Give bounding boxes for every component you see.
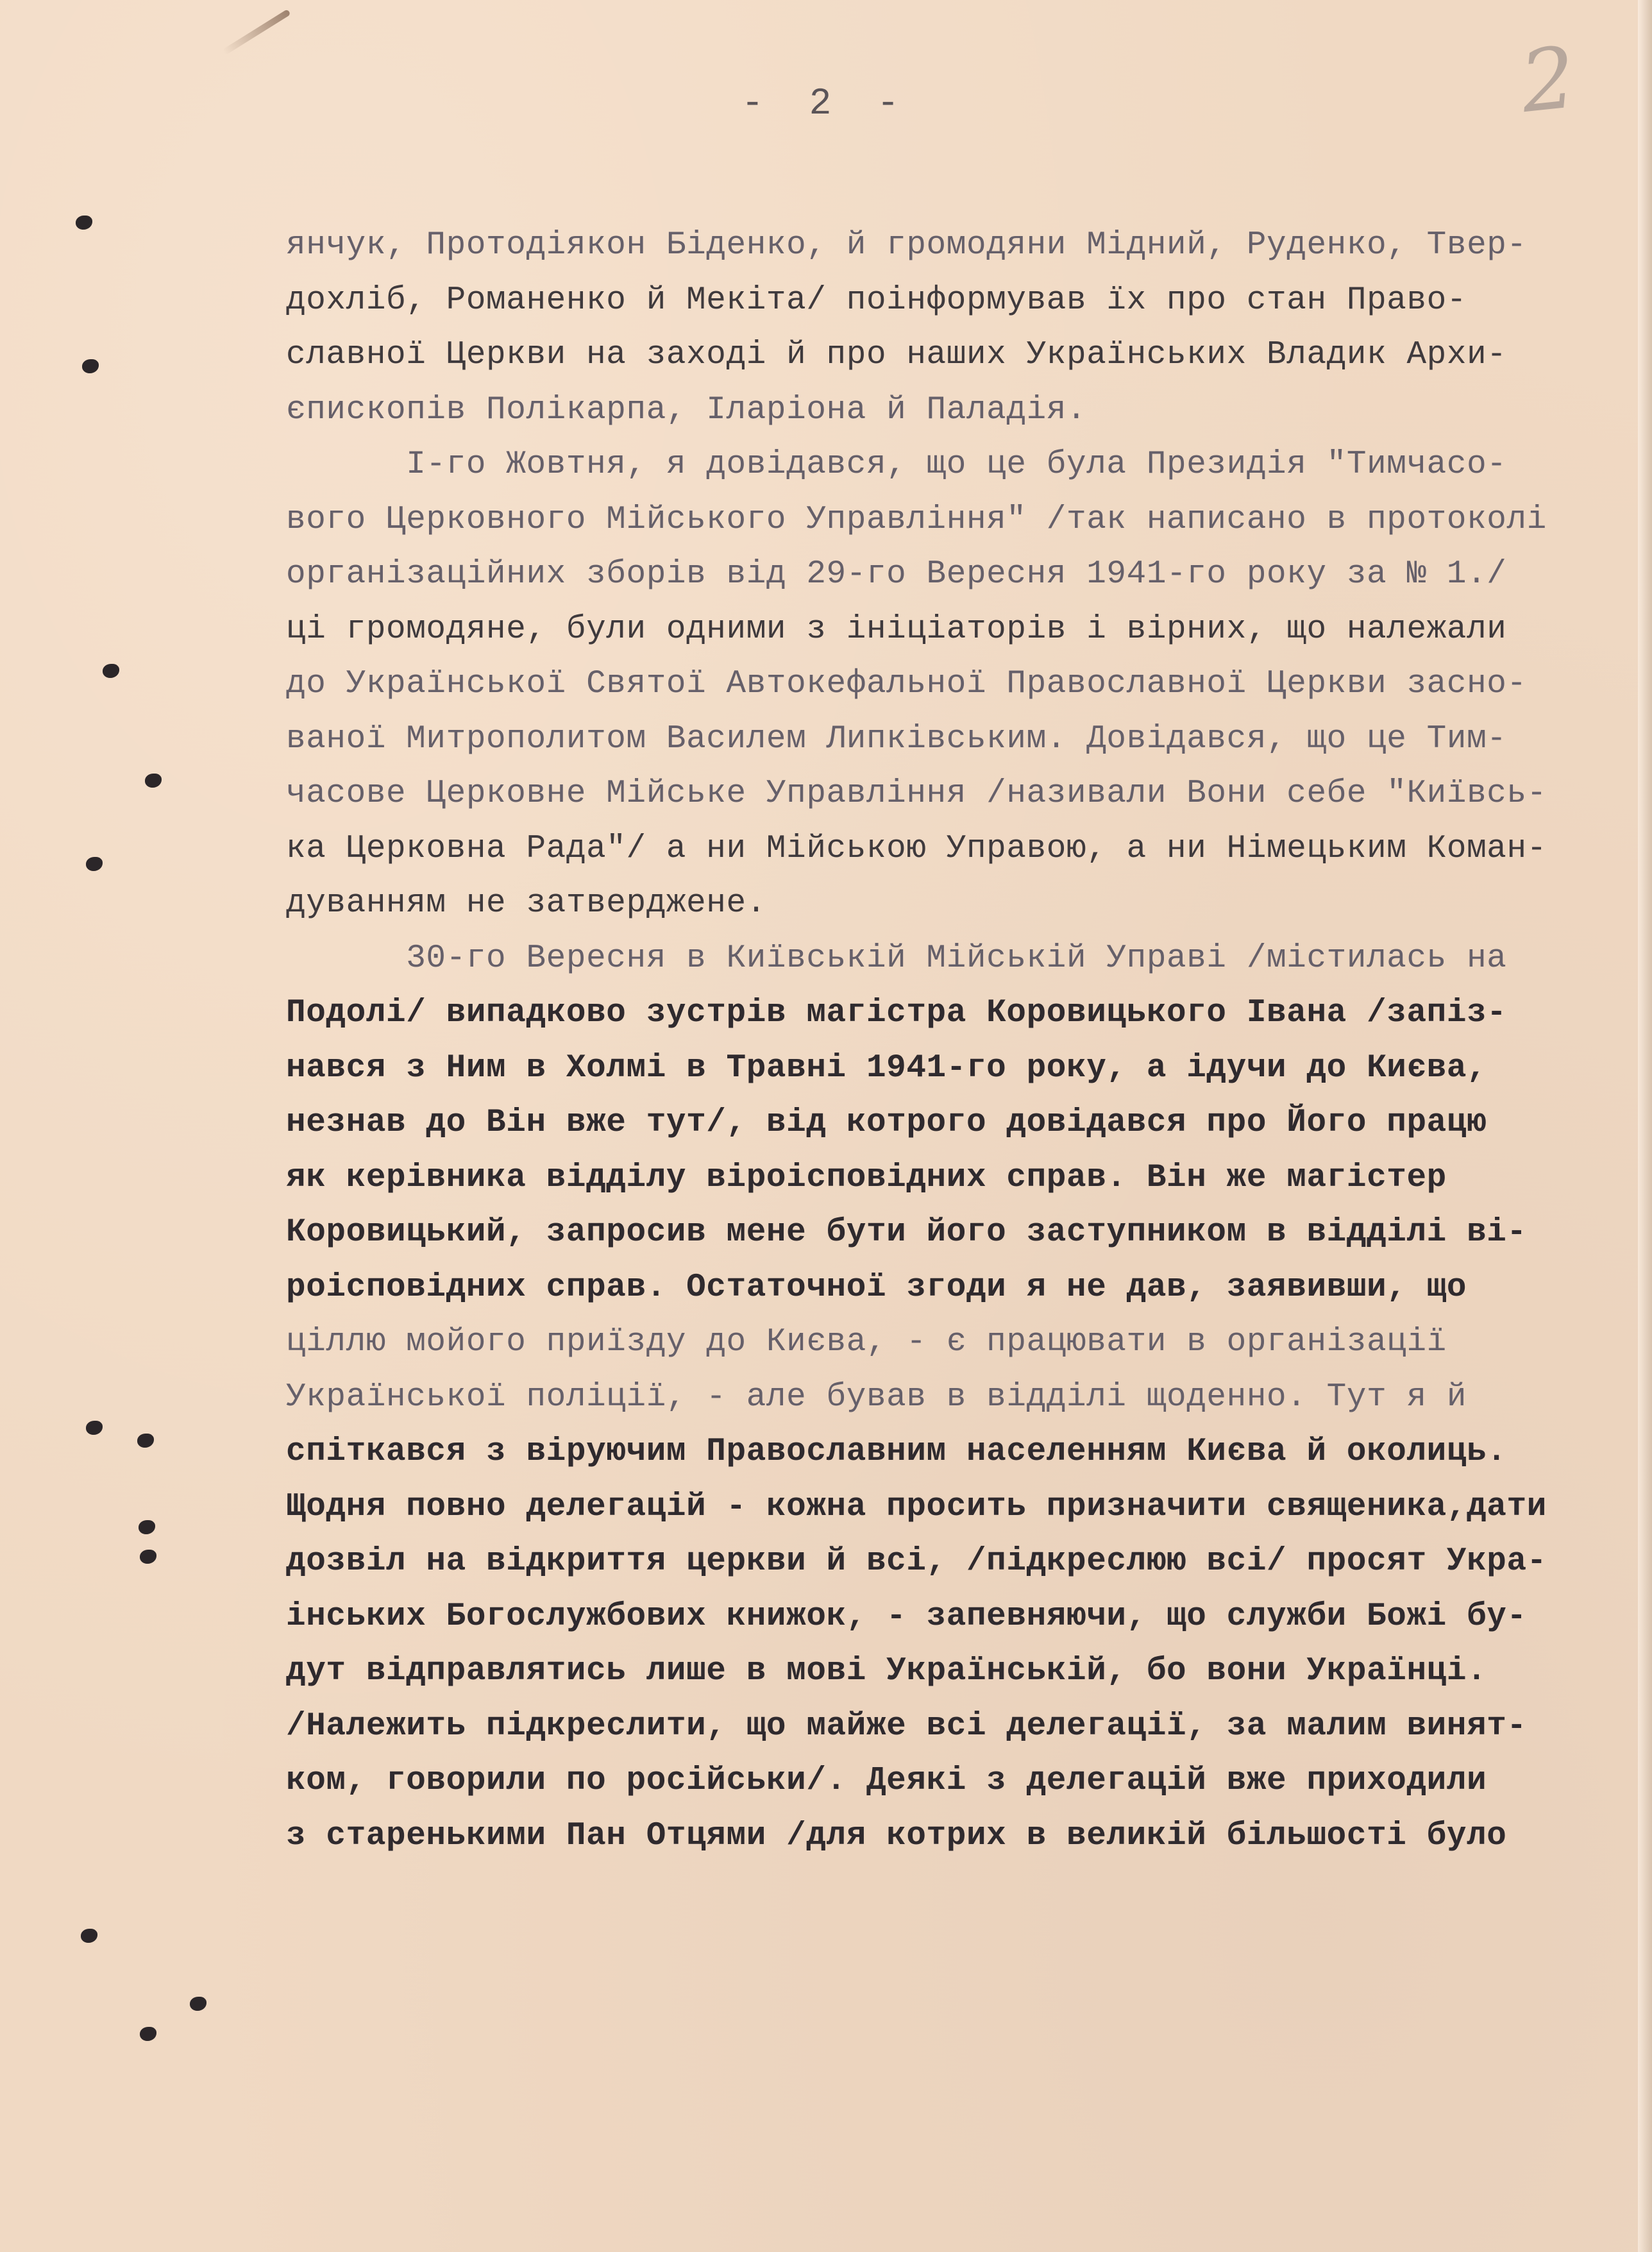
text-line: Щодня повно делегацій - кожна просить призначити священика,дати [286,1488,1547,1525]
margin-punch-mark [190,1997,206,2011]
text-line: славної Церкви на заході й про наших Українських Владик Архи- [286,337,1507,373]
text-line: роісповідних справ. Остаточної згоди я не дав, заявивши, що [286,1269,1467,1306]
text-line: єпископів Полікарпа, Іларіона й Паладія. [286,391,1087,428]
margin-punch-mark [76,216,92,230]
text-line: дут відправлятись лише в мові Українській, бо вони Українці. [286,1653,1487,1689]
text-line: 30-го Вересня в Київській Мійській Управі /містилась на [286,940,1507,977]
text-line: часове Церковне Мійське Управління /називали Вони себе "Київсь- [286,775,1547,812]
text-line: ціллю мойого приїзду до Києва, - є працювати в організації [286,1324,1447,1360]
text-line: ваної Митрополитом Василем Липківським. Довідався, що це Тим- [286,720,1507,758]
margin-punch-mark [81,1929,97,1943]
margin-punch-mark [139,1520,155,1534]
page-number-header: - 2 - [741,83,911,125]
margin-punch-mark [86,1421,103,1435]
margin-punch-mark [137,1434,154,1448]
text-line: дохліб, Романенко й Мекіта/ поінформував їх про стан Право- [286,282,1467,319]
margin-punch-mark [145,774,162,788]
text-line: дозвіл на відкриття церкви й всі, /підкреслюю всі/ просят Укра- [286,1543,1547,1580]
text-line: /Належить підкреслити, що майже всі делегації, за малим винят- [286,1707,1527,1745]
text-line: нався з Ним в Холмі в Травні 1941-го року, а ідучи до Києва, [286,1049,1487,1087]
text-line: як керівника відділу віроісповідних справ. Він же магістер [286,1159,1447,1196]
text-line: спіткався з віруючим Православним населенням Києва й околиць. [286,1434,1507,1470]
text-line: ком, говорили по російськи/. Деякі з делегацій вже приходили [286,1763,1487,1799]
text-line: інських Богослужбових книжок, - запевняючи, що служби Божі бу- [286,1598,1527,1635]
margin-punch-mark [140,2027,156,2041]
text-line: Української поліції, - але бував в відділі щоденно. Тут я й [286,1378,1467,1416]
margin-punch-mark [103,664,119,678]
text-line: Коровицький, запросив мене бути його заступником в відділі ві- [286,1214,1527,1251]
text-line: ці громодяне, були одними з ініціаторів і вірних, що належали [286,611,1507,648]
text-line: до Української Святої Автокефальної Православної Церкви засно- [286,666,1527,702]
text-line: дуванням не затверджене. [286,885,766,922]
margin-punch-mark [86,857,103,871]
text-line: незнав до Він вже тут/, від котрого довідався про Його працю [286,1105,1487,1141]
margin-punch-mark [140,1550,156,1564]
text-line: І-го Жовтня, я довідався, що це була Президія "Тимчасо- [286,446,1507,483]
handwritten-folio-number: 2 [1516,28,1580,132]
typewritten-body [286,218,1646,1863]
text-line: організаційних зборів від 29-го Вересня 1941-го року за № 1./ [286,556,1507,593]
text-line: янчук, Протодіякон Біденко, й громодяни Мідний, Руденко, Твер- [286,227,1527,264]
ink-streak-mark [222,9,291,55]
text-line: Подолі/ випадково зустрів магістра Коровицького Івана /запіз- [286,995,1507,1031]
text-line: ка Церковна Рада"/ а ни Мійською Управою, а ни Німецьким Коман- [286,830,1547,867]
text-line: вого Церковного Мійського Управління" /так написано в протоколі [286,501,1547,538]
margin-punch-mark [82,359,99,373]
text-line: з старенькими Пан Отцями /для котрих в великій більшості було [286,1817,1507,1854]
